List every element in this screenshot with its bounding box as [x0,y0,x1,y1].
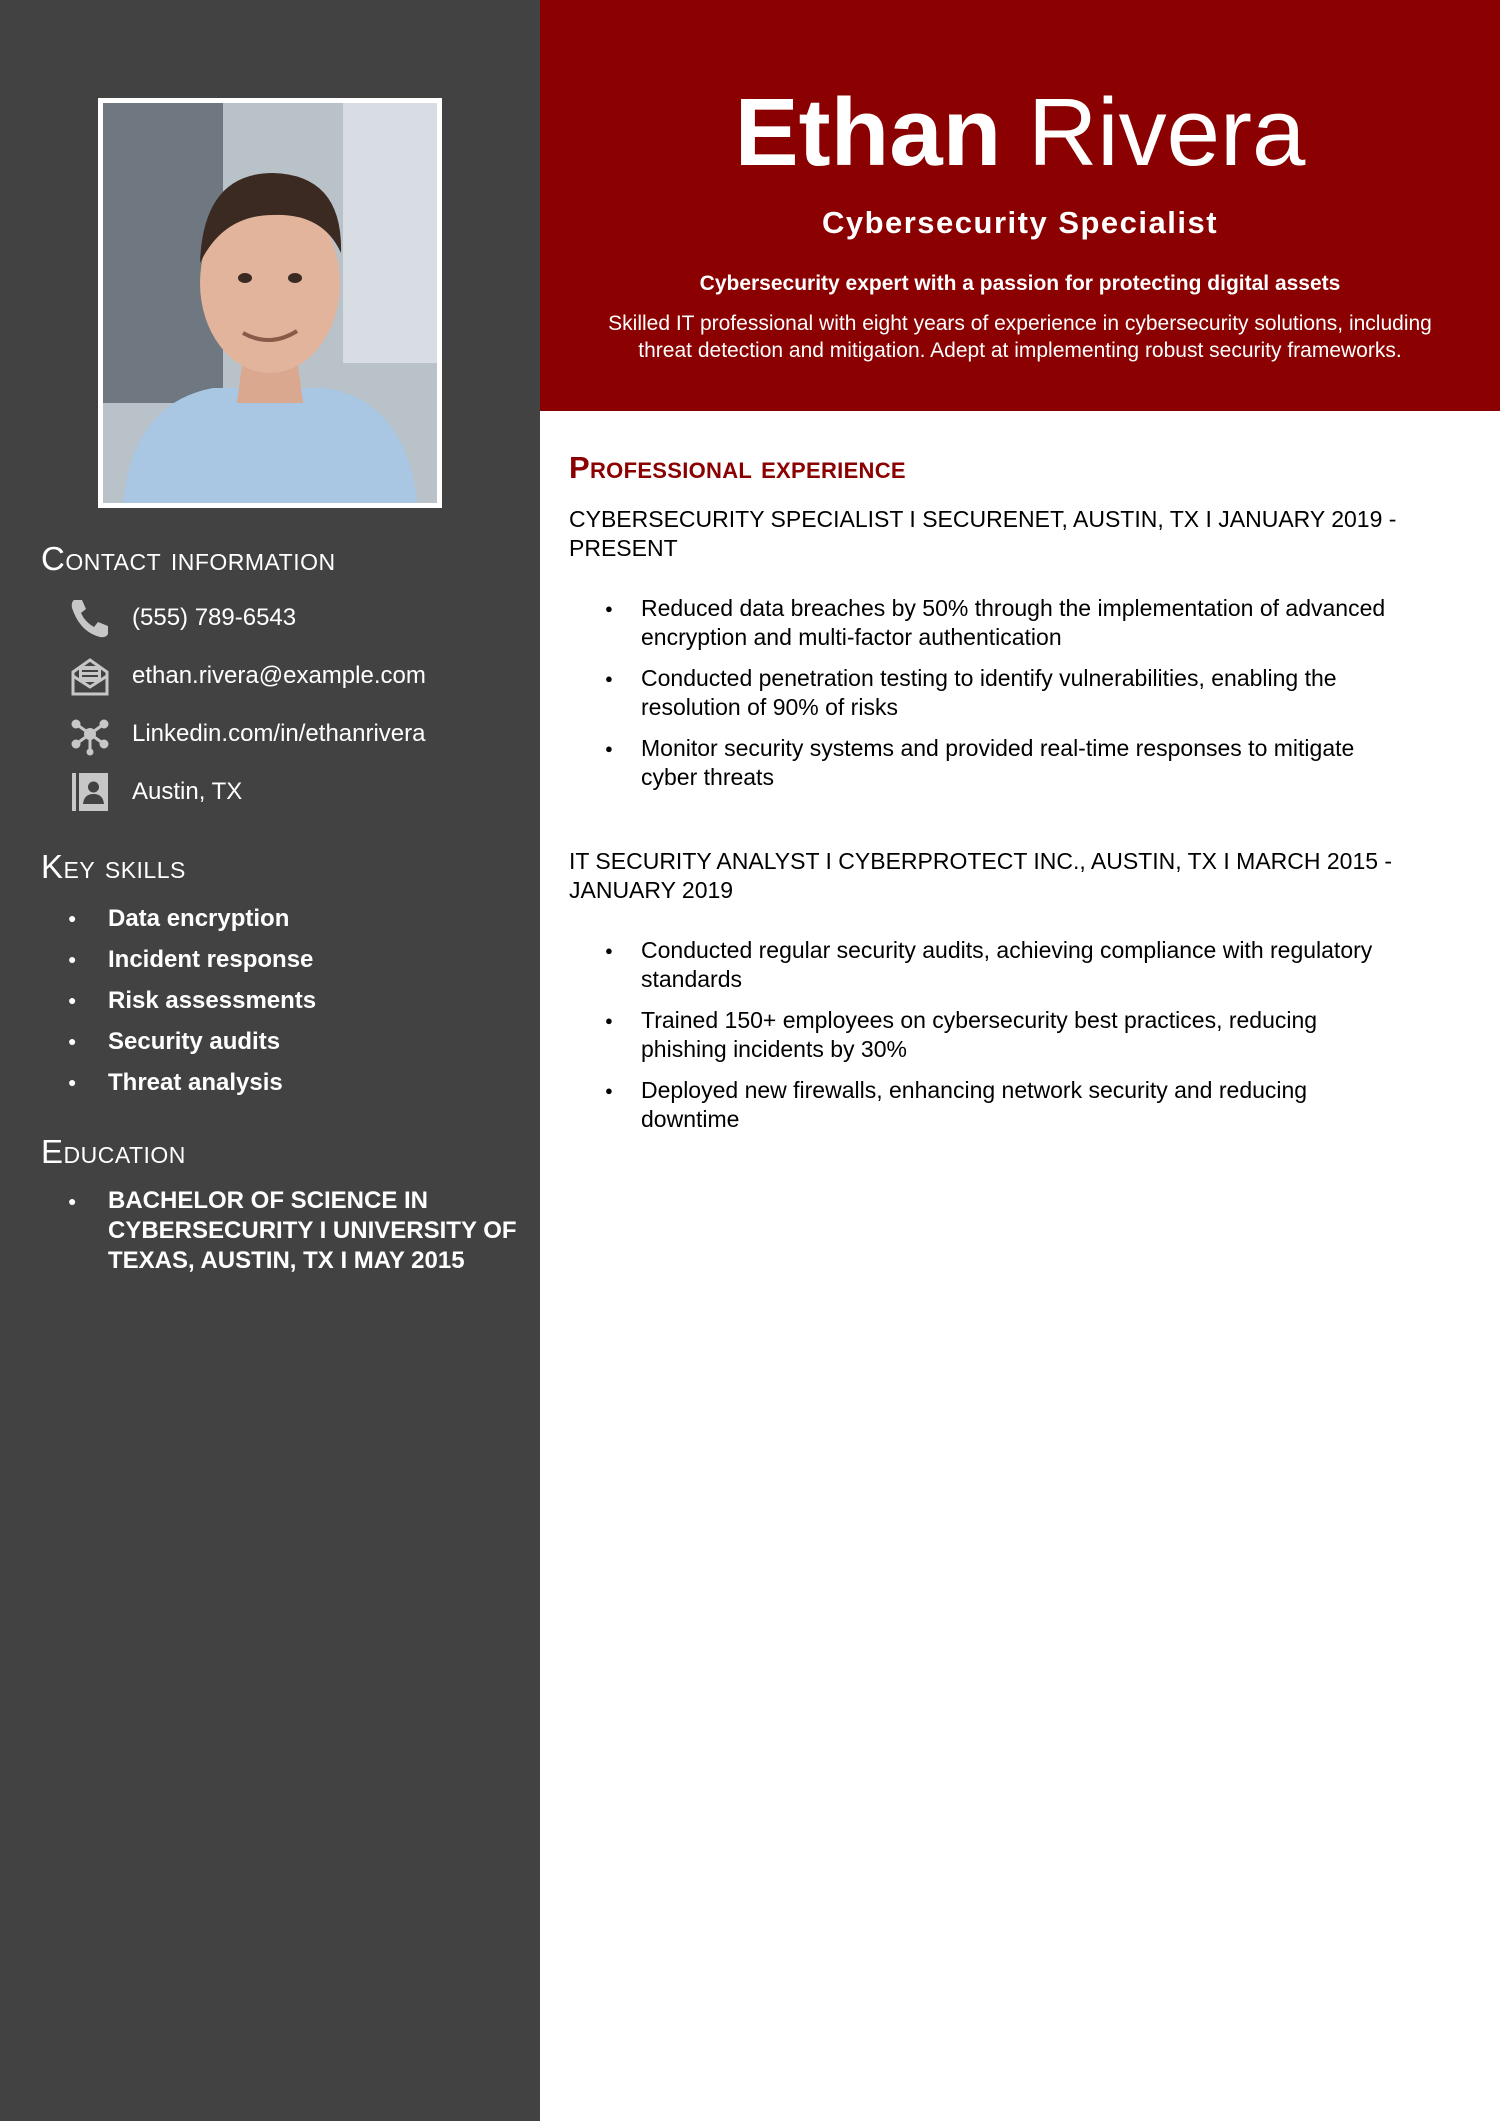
contact-location [66,768,242,816]
list-item: ● Conducted regular security audits, achieving compliance with regulatory standards [605,936,1405,994]
list-item: ● Threat analysis [66,1062,316,1103]
list-item: ● Trained 150+ employees on cybersecurity best practices, reducing phishing incidents by 30% [605,1006,1405,1064]
list-item: ● Security audits [66,1021,316,1062]
skills-list [66,898,316,1103]
first-name: Ethan [734,79,1002,186]
job-bullets [605,936,1405,1146]
job-entry-title: CYBERSECURITY SPECIALIST I SECURENET, AUSTIN, TX I JANUARY 2019 - PRESENT [569,506,1397,561]
sidebar [0,0,540,2121]
phone-text: (555) 789-6543 [132,604,297,631]
list-item: ● Monitor security systems and provided real-time responses to mitigate cyber threats [605,734,1405,792]
contact-phone [66,594,296,642]
list-item: ● Conducted penetration testing to identify vulnerabilities, enabling the resolution of 90% of risks [605,664,1405,722]
location-icon [66,768,114,816]
list-item: ● Data encryption [66,898,316,939]
summary: Skilled IT professional with eight years of experience in cybersecurity solutions, including threat detection and mitigation. Adept at implementing robust security frameworks. [608,312,1432,362]
list-item: ● Reduced data breaches by 50% through the implementation of advanced encryption and multi-factor authentication [605,594,1405,652]
tagline: Cybersecurity expert with a passion for protecting digital assets [699,272,1341,295]
experience-heading: Professional experience [569,450,906,485]
list-item: ● Deployed new firewalls, enhancing network security and reducing downtime [605,1076,1405,1134]
header-banner [540,0,1500,411]
profile-photo [98,98,442,508]
contact-email [66,652,426,700]
job-entry-title: IT SECURITY ANALYST I CYBERPROTECT INC., AUSTIN, TX I MARCH 2015 - JANUARY 2019 [569,848,1393,903]
skills-heading: Key skills [41,848,186,885]
list-item: ● BACHELOR OF SCIENCE IN CYBERSECURITY I UNIVERSITY OF TEXAS, AUSTIN, TX I MAY 2015 [66,1186,526,1276]
linkedin-text[interactable]: Linkedin.com/in/ethanrivera [132,720,426,747]
email-icon [66,652,114,700]
email-text[interactable]: ethan.rivera@example.com [132,662,426,689]
last-name: Rivera [1027,79,1306,186]
candidate-name [540,78,1500,188]
list-item: ● Risk assessments [66,980,316,1021]
phone-icon [66,594,114,642]
contact-linkedin [66,710,426,758]
job-bullets [605,594,1405,804]
education-heading: Education [41,1133,186,1170]
education-list [66,1186,526,1276]
list-item: ● Incident response [66,939,316,980]
location-text: Austin, TX [132,778,243,805]
linkedin-icon [66,710,114,758]
job-title: Cybersecurity Specialist [821,205,1219,240]
contact-heading: Contact information [41,540,336,577]
